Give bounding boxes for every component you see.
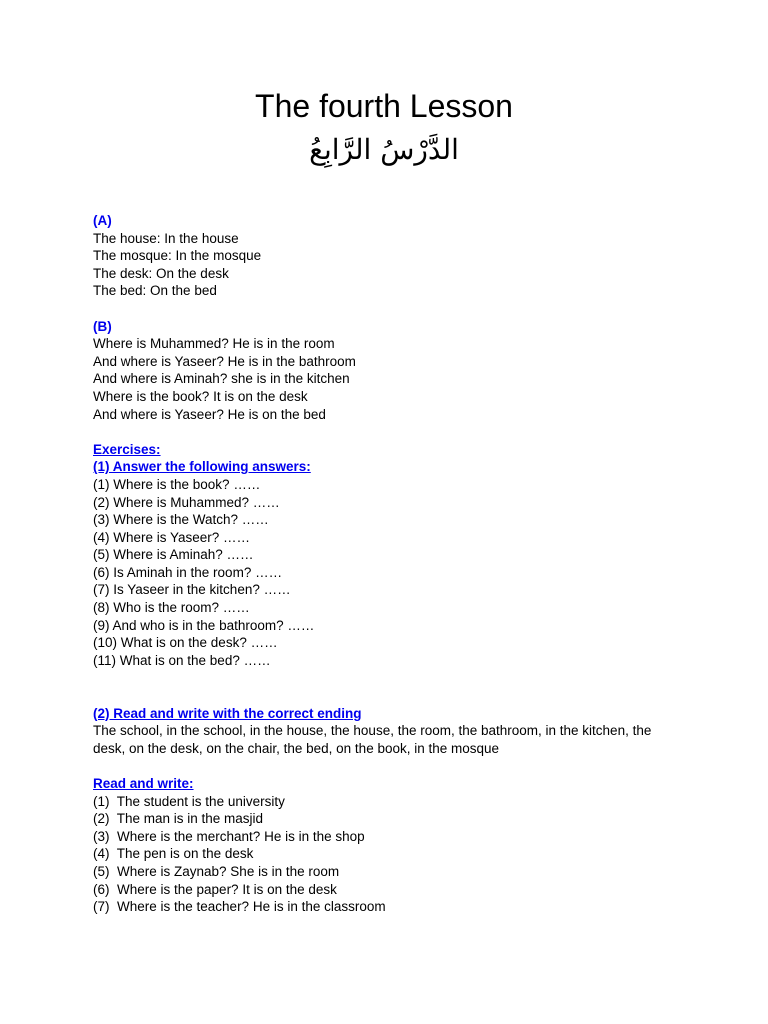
exercise-3-heading: Read and write: [93, 776, 194, 791]
page-title: The fourth Lesson [255, 88, 513, 124]
section-a-line: The bed: On the bed [93, 283, 217, 299]
section-b-line: Where is Muhammed? He is in the room [93, 336, 335, 352]
exercise-3-item: (1) The student is the university [93, 793, 285, 809]
section-b-heading: (B) [93, 318, 112, 334]
exercise-3-item: (7) Where is the teacher? He is in the classroom [93, 899, 386, 915]
exercise-1-item: (3) Where is the Watch? …… [93, 512, 269, 528]
exercise-1-item: (7) Is Yaseer in the kitchen? …… [93, 582, 291, 598]
section-a-heading: (A) [93, 213, 112, 228]
exercise-3-item: (2) The man is in the masjid [93, 811, 264, 827]
exercise-2-word-list: The school, in the school, in the house, the house, the room, the bathroom, in the kitchen, the desk, on the desk, on the chair, the bed, on the book, in the mosque [93, 723, 652, 756]
exercise-1-item: (10) What is on the desk? …… [93, 635, 278, 651]
arabic-title: الدَّرْسُ الرَّابِعُ [309, 133, 459, 166]
exercise-1-heading: (1) Answer the following answers: [93, 459, 311, 475]
section-b-line: Where is the book? It is on the desk [93, 388, 308, 404]
exercise-3-item: (3) Where is the merchant? He is in the shop [93, 828, 365, 844]
section-a-line: The desk: On the desk [93, 265, 229, 281]
section-b-line: And where is Yaseer? He is on the bed [93, 406, 326, 422]
exercise-1-item: (4) Where is Yaseer? …… [93, 529, 251, 545]
exercise-3-item: (4) The pen is on the desk [93, 846, 254, 862]
exercise-1-item: (1) Where is the book? …… [93, 476, 261, 492]
lesson-content [93, 212, 693, 916]
exercise-1-item: (6) Is Aminah in the room? …… [93, 564, 283, 580]
section-a-line: The house: In the house [93, 230, 239, 246]
exercises-heading: Exercises: [93, 441, 161, 457]
exercise-2-heading: (2) Read and write with the correct ending [93, 705, 362, 721]
exercise-1-item: (9) And who is in the bathroom? …… [93, 617, 315, 633]
exercise-1-item: (2) Where is Muhammed? …… [93, 494, 280, 510]
exercise-3-item: (5) Where is Zaynab? She is in the room [93, 863, 340, 879]
exercise-3-item: (6) Where is the paper? It is on the desk [93, 881, 337, 897]
section-a-line: The mosque: In the mosque [93, 248, 262, 264]
section-b-line: And where is Aminah? she is in the kitchen [93, 371, 350, 387]
section-b-line: And where is Yaseer? He is in the bathroom [93, 353, 356, 369]
exercise-1-item: (8) Who is the room? …… [93, 600, 250, 616]
exercise-1-item: (5) Where is Aminah? …… [93, 547, 254, 563]
exercise-1-item: (11) What is on the bed? …… [93, 652, 271, 668]
